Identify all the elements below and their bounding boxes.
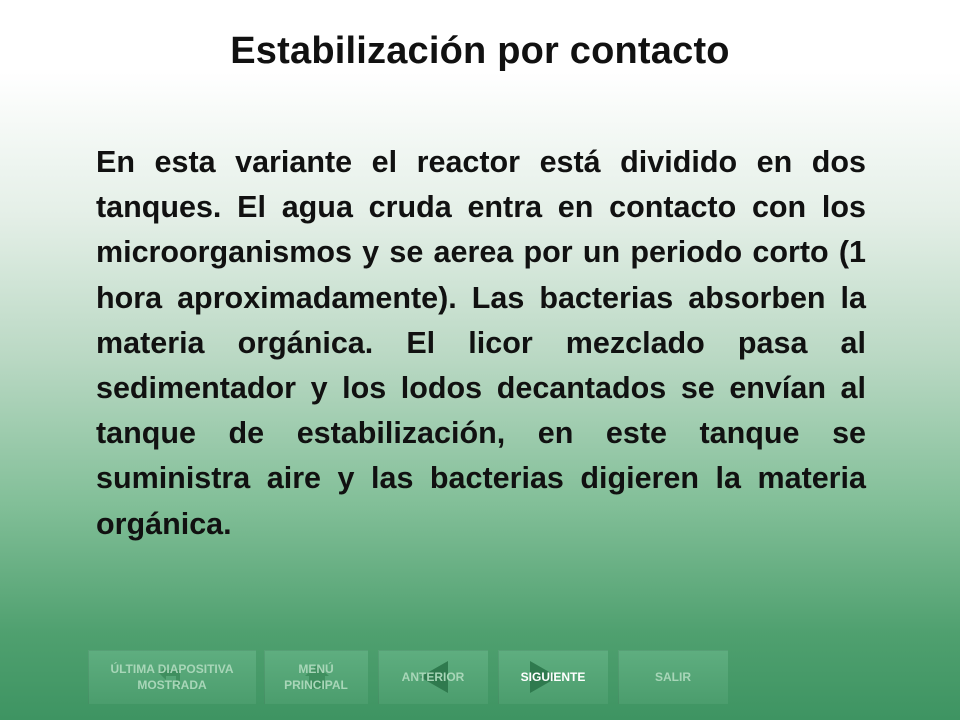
main-menu-button[interactable] [264,650,368,704]
last-viewed-slide-button[interactable] [88,650,256,704]
last-viewed-label-line2: MOSTRADA [137,678,207,692]
slide-body-text: En esta variante el reactor está dividido en dos tanques. El agua cruda entra en contacto con los microorganismos y se aerea por un periodo corto (1 hora aproximadamente). Las bacterias absorben la materia orgánica. El licor mezclado pasa al sedimentador y los lodos decantados se envían al tanque de estabilización, en este tanque se suministra aire y las bacterias digieren la materia orgánica. [96,145,866,541]
navigation-bar [88,650,728,704]
slide-title: Estabilización por contacto [230,30,730,72]
previous-button[interactable] [378,650,488,704]
exit-label: SALIR [655,670,691,684]
exit-button[interactable] [618,650,728,704]
next-label: SIGUIENTE [520,670,586,684]
next-button[interactable] [498,650,608,704]
main-menu-label-line2: PRINCIPAL [284,678,348,692]
previous-label: ANTERIOR [401,670,465,684]
last-viewed-label-line1: ÚLTIMA DIAPOSITIVA [110,662,234,676]
main-menu-label-line1: MENÚ [298,662,334,676]
